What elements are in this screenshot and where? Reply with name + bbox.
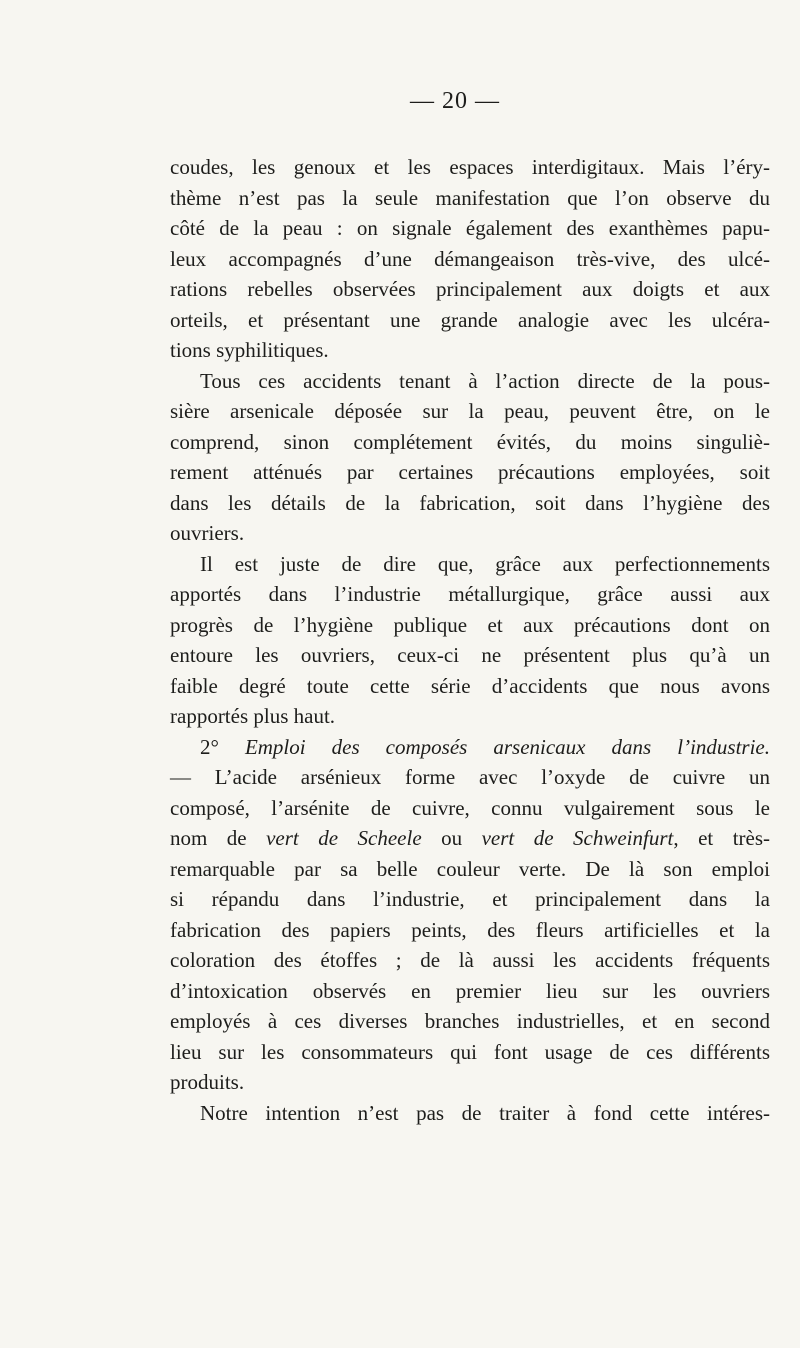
text-line: rapportés plus haut. (170, 704, 336, 728)
text-line: Notre intention n’est pas de traiter à fond cette intéres- (200, 1100, 770, 1125)
text-line: Tous ces accidents tenant à l’action directe de la pous- (200, 368, 770, 393)
text-line: sière arsenicale déposée sur la peau, peuvent être, on le (170, 399, 770, 423)
text-line: progrès de l’hygiène publique et aux précautions dont on (170, 612, 770, 637)
text-line: faible degré toute cette série d’accidents que nous avons (170, 673, 770, 698)
text-line: leux accompagnés d’une démangeaison très-vive, des ulcé- (170, 246, 770, 271)
text-line: thème n’est pas la seule manifestation que l’on observe du (170, 185, 770, 210)
text-line: produits. (170, 1070, 245, 1094)
text-line: apportés dans l’industrie métallurgique, grâce aussi aux (170, 582, 770, 606)
text-line: rations rebelles observées principalement aux doigts et aux (170, 277, 770, 301)
text-line: tions syphilitiques. (170, 338, 329, 362)
text-line: nom de vert de Scheele ou vert de Schweinfurt, et très- (170, 826, 771, 850)
page-number: — 20 — (410, 88, 500, 114)
text-line: fabrication des papiers peints, des fleurs artificielles et la (170, 917, 770, 942)
text-line: entoure les ouvriers, ceux-ci ne présentent plus qu’à un (170, 643, 770, 667)
text-line: employés à ces diverses branches industrielles, et en second (170, 1009, 770, 1033)
text-line: d’intoxication observés en premier lieu sur les ouvriers (170, 978, 770, 1003)
text-line: composé, l’arsénite de cuivre, connu vulgairement sous le (170, 795, 770, 820)
text-line: rement atténués par certaines précautions employées, soit (170, 460, 770, 484)
text-line: si répandu dans l’industrie, et principalement dans la (170, 887, 770, 911)
text-line: lieu sur les consommateurs qui font usage de ces différents (170, 1039, 770, 1064)
section-heading: 2° Emploi des composés arsenicaux dans l’industrie. (200, 734, 770, 759)
body-text (170, 152, 770, 1128)
text-line: coudes, les genoux et les espaces interdigitaux. Mais l’éry- (170, 155, 770, 179)
text-line: — L’acide arsénieux forme avec l’oxyde de cuivre un (170, 765, 770, 789)
text-line: orteils, et présentant une grande analogie avec les ulcéra- (170, 307, 770, 332)
text-line: ouvriers. (170, 521, 245, 545)
text-line: Il est juste de dire que, grâce aux perfectionnements (200, 551, 770, 576)
text-line: remarquable par sa belle couleur verte. De là son emploi (170, 856, 770, 881)
text-line: dans les détails de la fabrication, soit dans l’hygiène des (170, 490, 770, 515)
text-line: coloration des étoffes ; de là aussi les accidents fréquents (170, 948, 770, 972)
text-line: côté de la peau : on signale également des exanthèmes papu- (170, 216, 770, 240)
text-line: comprend, sinon complétement évités, du moins singuliè- (170, 429, 770, 454)
